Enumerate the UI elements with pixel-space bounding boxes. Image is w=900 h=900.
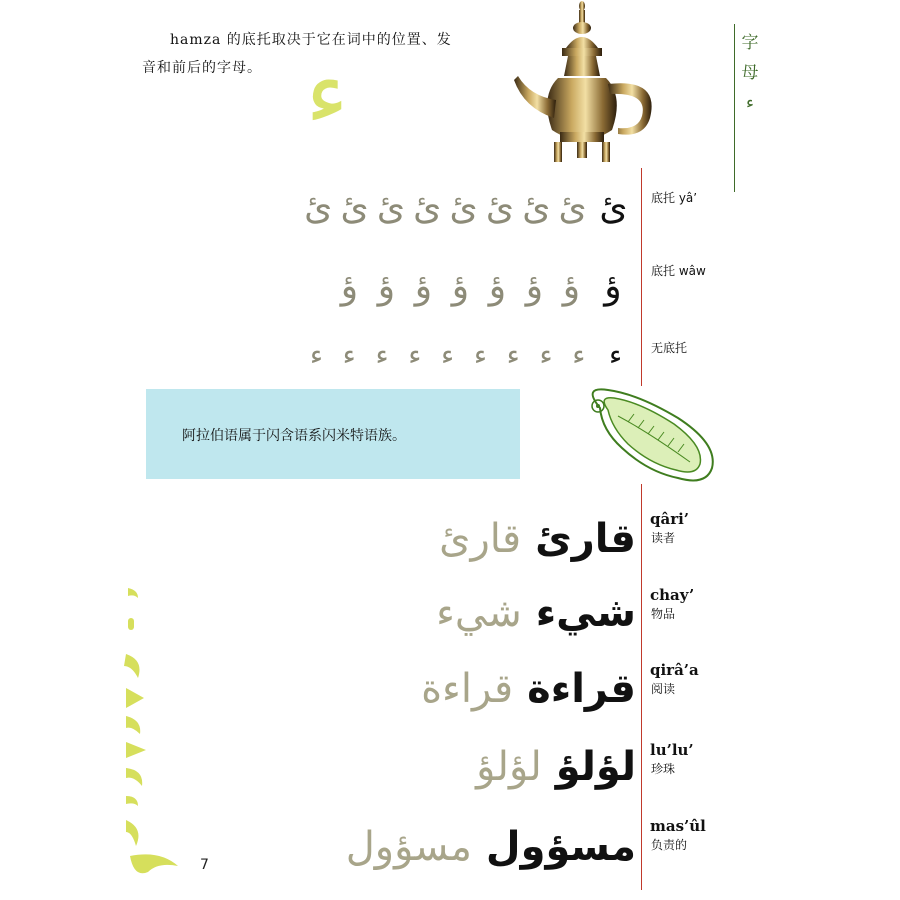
practice-glyph-trace: ء xyxy=(539,338,553,371)
practice-label-none: 无底托 xyxy=(651,341,688,355)
left-calligraphy-ornament xyxy=(122,584,192,884)
practice-glyph-model: ء xyxy=(609,338,623,371)
practice-row-waw xyxy=(300,257,636,317)
letter-title-char: ء xyxy=(746,93,754,113)
vocab-ghost-word: قارئ xyxy=(439,516,522,562)
vocab-meaning: 阅读 xyxy=(651,682,676,696)
practice-row-ya xyxy=(300,178,636,238)
practice-glyph-trace: ئ xyxy=(558,187,587,228)
practice-glyph-trace: ء xyxy=(309,338,324,371)
practice-label-ya: 底托 yâ’ xyxy=(651,191,698,205)
practice-glyph-trace: ؤ xyxy=(525,266,544,307)
red-rule-top xyxy=(641,168,642,386)
vocab-meaning: 负责的 xyxy=(651,838,688,852)
intro-line-1: hamza 的底托取决于它在词中的位置、发 xyxy=(170,32,452,48)
vocab-row xyxy=(330,814,636,880)
letter-title-char: 字 xyxy=(741,33,759,53)
letter-title-char: 母 xyxy=(741,63,759,83)
practice-glyph-trace: ء xyxy=(375,338,389,371)
practice-glyph-trace: ؤ xyxy=(451,266,470,307)
vocab-row xyxy=(330,580,636,646)
practice-glyph-trace: ئ xyxy=(304,187,333,228)
practice-glyph-trace: ئ xyxy=(376,187,406,228)
intro-line-2: 音和前后的字母。 xyxy=(142,60,262,76)
vocab-translit: chay’ xyxy=(650,586,695,604)
decorative-hamza-glyph: ء xyxy=(305,39,349,146)
practice-glyph-trace: ء xyxy=(506,338,520,371)
practice-glyph-model: ئ xyxy=(599,187,628,228)
page-number: 7 xyxy=(200,857,209,873)
vocab-meaning: 物品 xyxy=(651,607,676,621)
vocab-row xyxy=(330,734,636,800)
vocab-meaning: 读者 xyxy=(651,531,676,545)
practice-row-none xyxy=(300,325,636,385)
practice-glyph-trace: ؤ xyxy=(562,266,581,307)
paisley-ornament xyxy=(578,382,728,486)
practice-glyph-trace: ؤ xyxy=(488,266,507,307)
vocab-translit: lu’lu’ xyxy=(650,741,694,759)
practice-glyph-trace: ؤ xyxy=(340,266,359,307)
practice-glyph-trace: ئ xyxy=(413,187,442,228)
practice-glyph-trace: ء xyxy=(408,338,422,371)
vocab-meaning: 珍珠 xyxy=(651,762,676,776)
vocab-word: مسؤول xyxy=(485,824,636,870)
practice-label-waw: 底托 wâw xyxy=(651,264,706,278)
practice-glyph-trace: ء xyxy=(473,338,488,371)
vocab-row xyxy=(330,506,636,572)
vocab-word: قارئ xyxy=(535,516,636,562)
practice-glyph-trace: ؤ xyxy=(377,266,396,307)
red-rule-bottom xyxy=(641,484,642,890)
letter-title xyxy=(738,28,762,118)
teapot-illustration xyxy=(510,0,670,166)
note-text: 阿拉伯语属于闪含语系闪米特语族。 xyxy=(182,428,406,444)
practice-glyph-trace: ئ xyxy=(485,187,515,228)
vocab-translit: mas’ûl xyxy=(650,817,706,835)
vocab-word: شيء xyxy=(535,590,636,636)
practice-glyph-trace: ء xyxy=(572,338,586,371)
vocab-ghost-word: شيء xyxy=(436,590,522,636)
vocab-word: لؤلؤ xyxy=(555,744,636,790)
vocab-translit: qâri’ xyxy=(650,510,690,528)
practice-glyph-trace: ء xyxy=(441,338,455,371)
note-box xyxy=(146,389,520,479)
vocab-ghost-word: قراءة xyxy=(421,666,514,712)
practice-glyph-model: ؤ xyxy=(604,266,622,307)
practice-glyph-trace: ئ xyxy=(449,187,478,228)
vocab-translit: qirâ’a xyxy=(650,661,699,679)
vocab-ghost-word: لؤلؤ xyxy=(476,744,542,790)
sidebar-rule xyxy=(734,24,735,192)
practice-glyph-trace: ء xyxy=(342,338,356,371)
practice-glyph-trace: ئ xyxy=(340,187,369,228)
vocab-word: قراءة xyxy=(527,666,636,712)
vocab-ghost-word: مسؤول xyxy=(345,824,472,870)
practice-glyph-trace: ؤ xyxy=(414,266,433,307)
practice-glyph-trace: ئ xyxy=(522,187,551,228)
vocab-row xyxy=(330,656,636,722)
